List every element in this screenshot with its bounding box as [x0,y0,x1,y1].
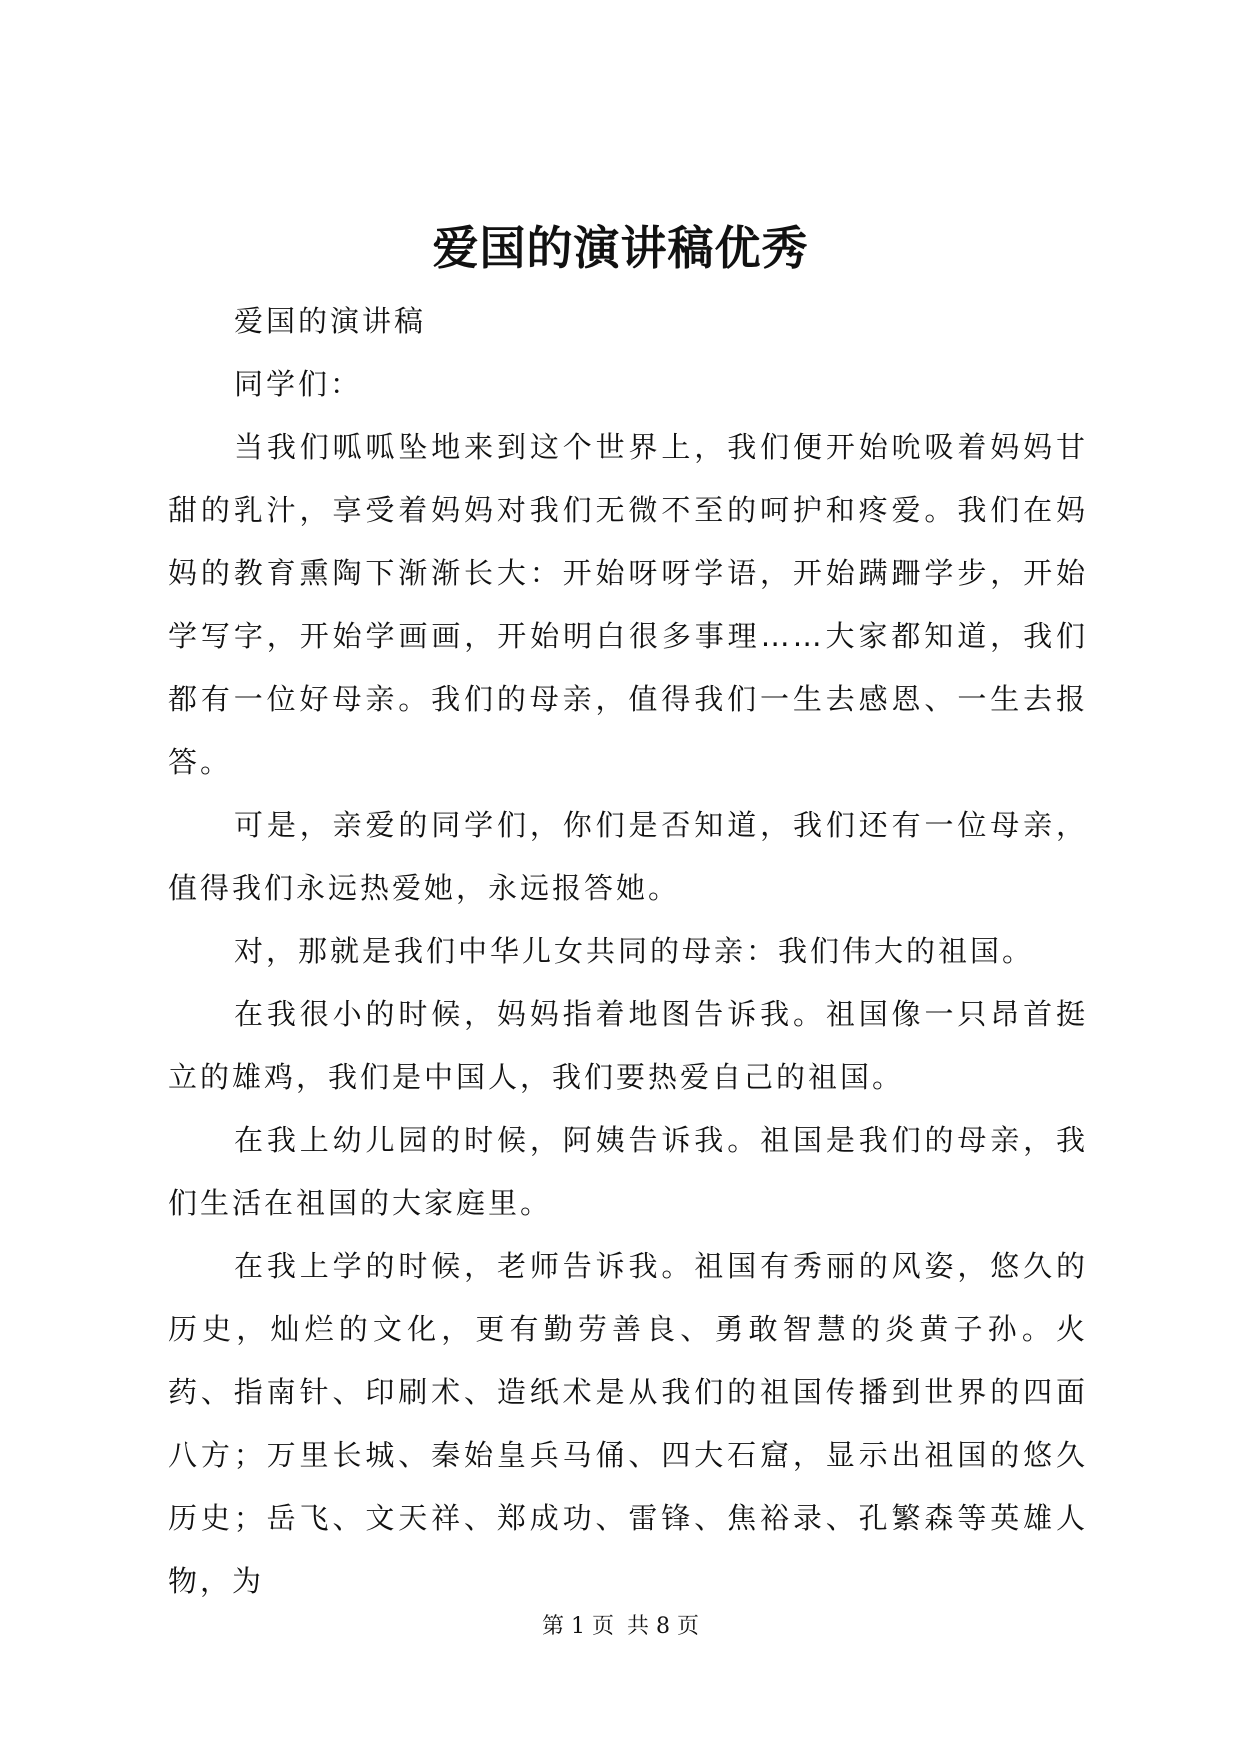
page-footer [0,1612,1241,1642]
paragraph: 当我们呱呱坠地来到这个世界上，我们便开始吮吸着妈妈甘甜的乳汁，享受着妈妈对我们无微不至的呵护和疼爱。我们在妈妈的教育熏陶下渐渐长大：开始呀呀学语，开始蹒跚学步，开始学写字，开始学画画，开始明白很多事理……大家都知道，我们都有一位好母亲。我们的母亲，值得我们一生去感恩、一生去报答。 [168,430,1088,779]
page-title: 爱国的演讲稿优秀 [432,221,809,275]
paragraph: 在我很小的时候，妈妈指着地图告诉我。祖国像一只昂首挺立的雄鸡，我们是中国人，我们要热爱自己的祖国。 [168,997,1088,1094]
paragraph: 爱国的演讲稿 [234,304,427,338]
page-number: 第 1 页 [542,1614,614,1639]
paragraph: 在我上幼儿园的时候，阿姨告诉我。祖国是我们的母亲，我们生活在祖国的大家庭里。 [168,1123,1088,1220]
paragraph: 在我上学的时候，老师告诉我。祖国有秀丽的风姿，悠久的历史，灿烂的文化，更有勤劳善良、勇敢智慧的炎黄子孙。火药、指南针、印刷术、造纸术是从我们的祖国传播到世界的四面八方；万里长城、秦始皇兵马俑、四大石窟，显示出祖国的悠久历史；岳飞、文天祥、郑成功、雷锋、焦裕录、孔繁森等英雄人物，为 [168,1249,1088,1598]
document-body [168,290,1088,1613]
page-total: 共 8 页 [627,1614,699,1639]
paragraph: 同学们： [234,367,363,401]
paragraph: 可是，亲爱的同学们，你们是否知道，我们还有一位母亲，值得我们永远热爱她，永远报答她。 [168,808,1088,905]
paragraph: 对，那就是我们中华儿女共同的母亲：我们伟大的祖国。 [234,934,1035,968]
